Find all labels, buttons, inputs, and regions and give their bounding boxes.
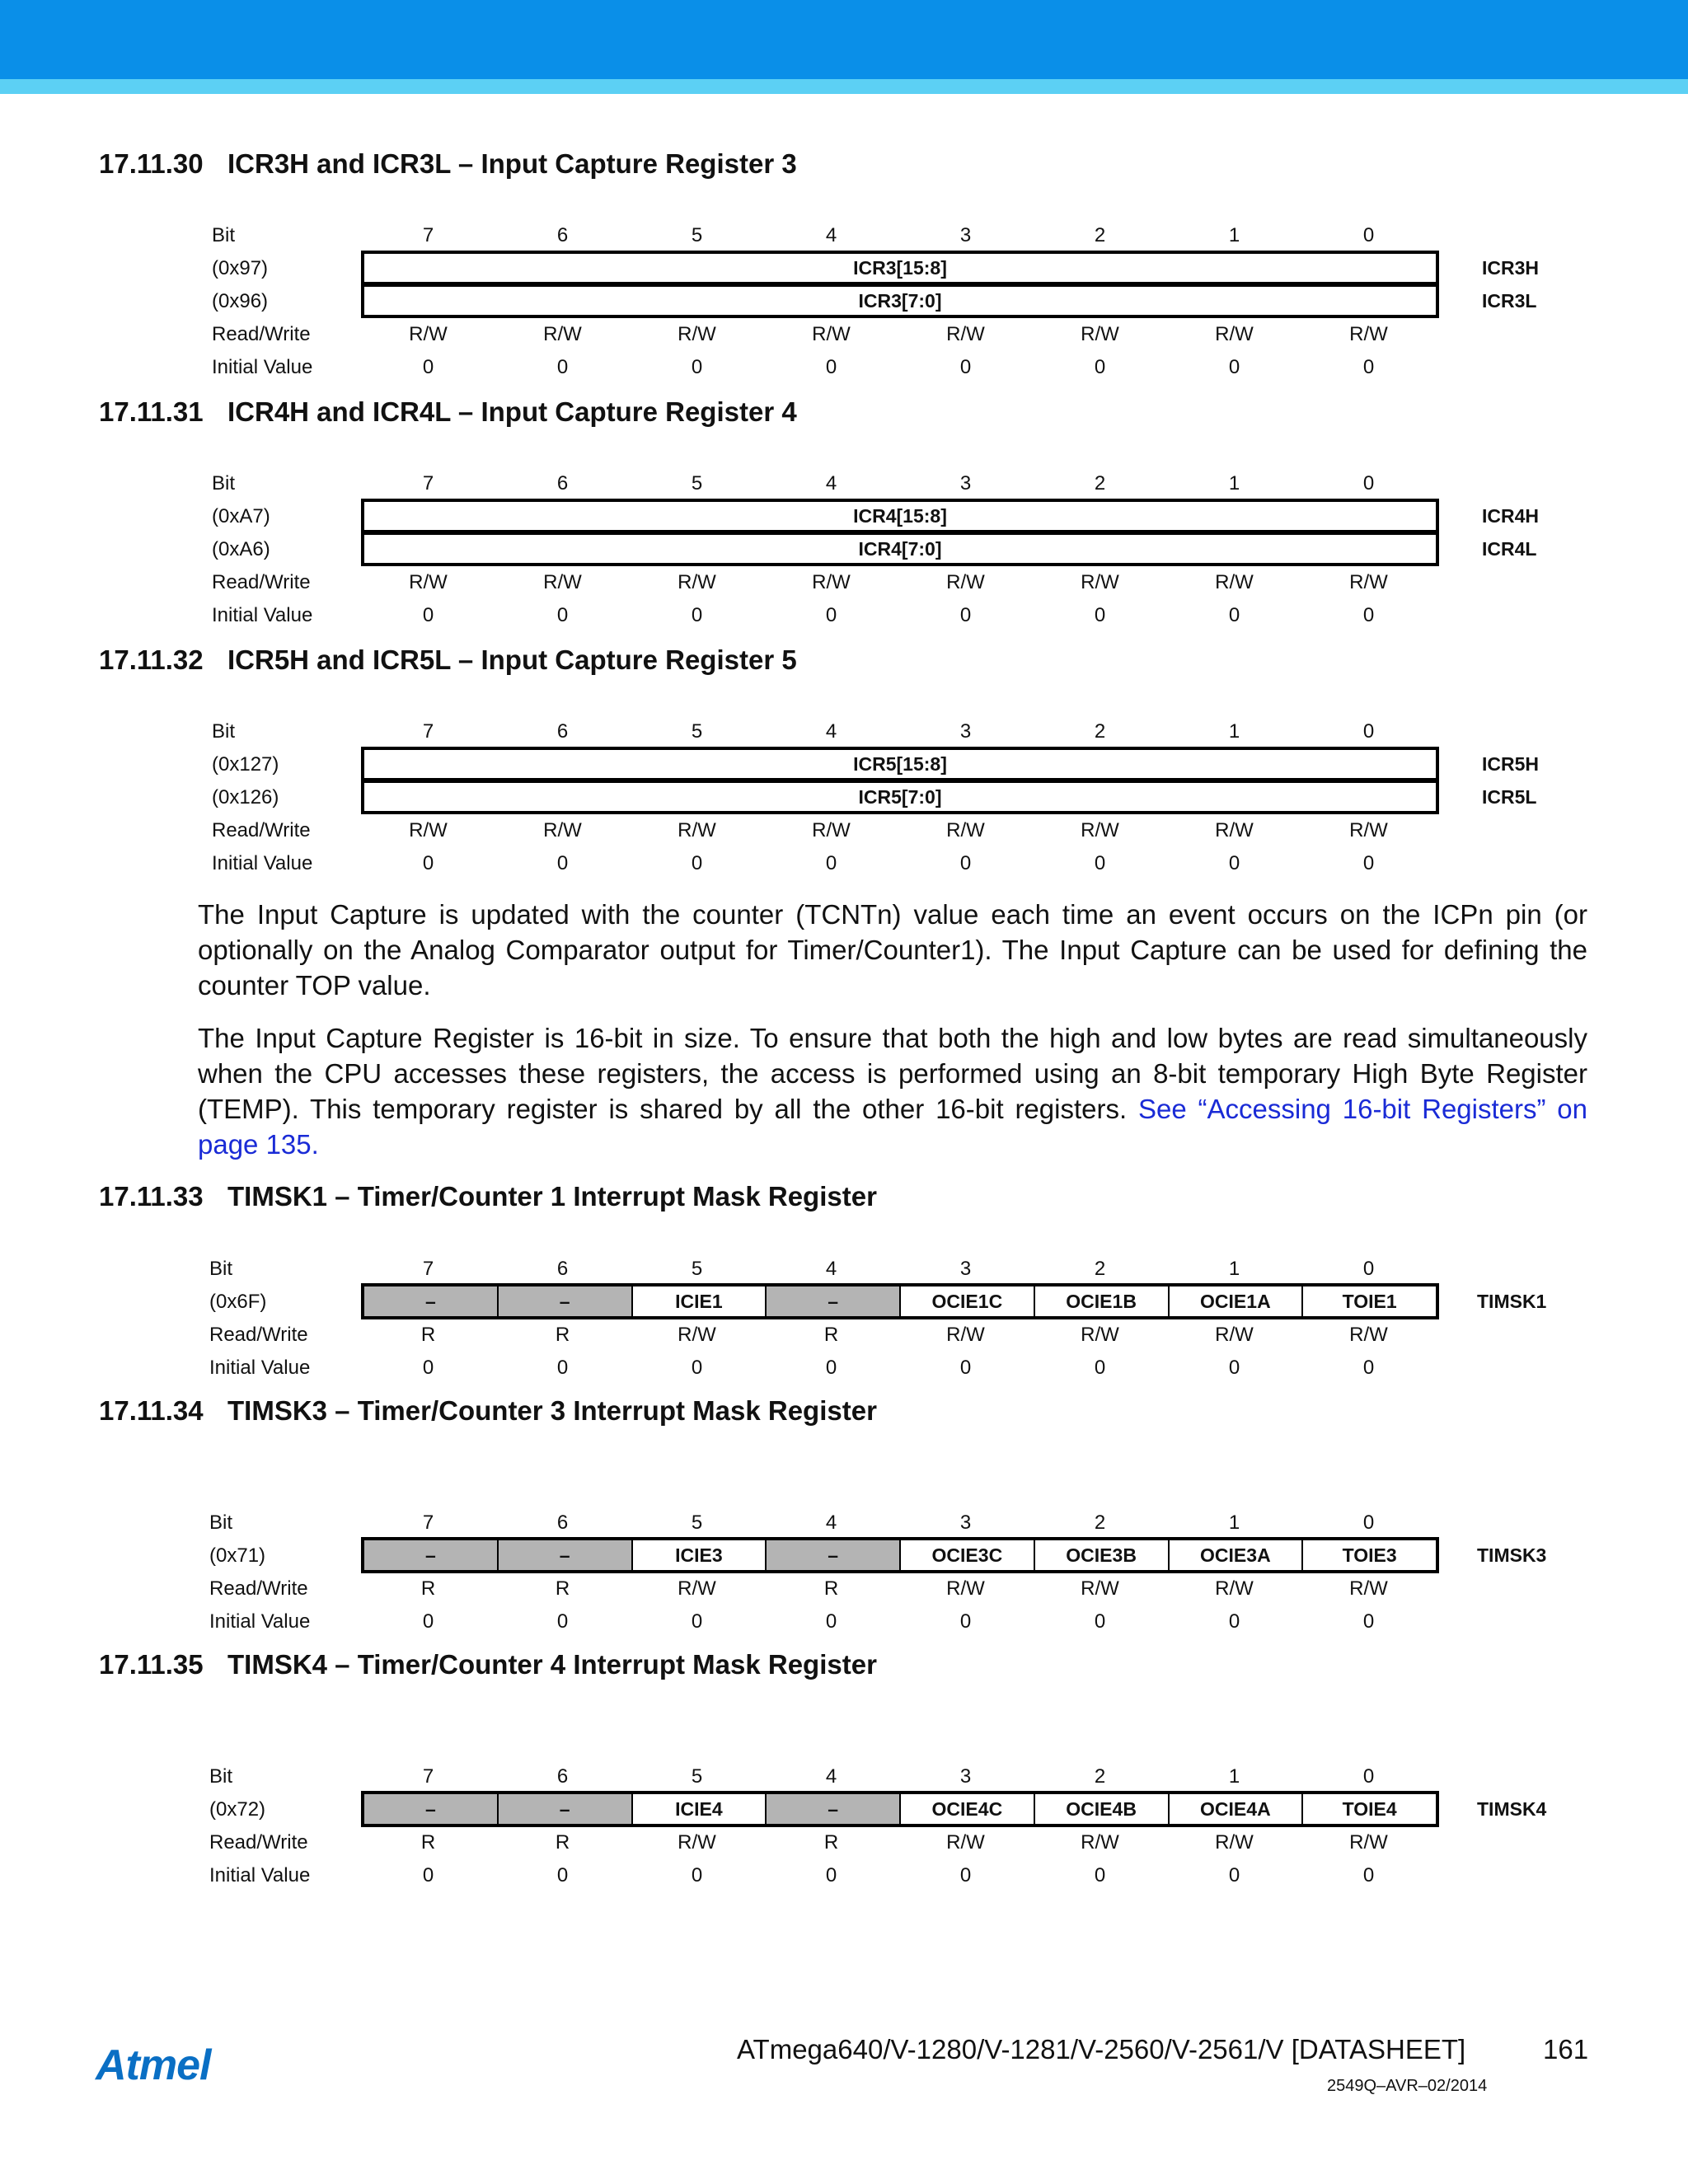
- address-low: (0x126): [212, 786, 279, 808]
- section-number: 17.11.35: [99, 1649, 204, 1680]
- rw-value: R/W: [946, 819, 985, 841]
- bit-field-row: [361, 1537, 1439, 1573]
- paragraph-input-capture-register: [198, 1020, 1587, 1162]
- rw-label: Read/Write: [212, 819, 311, 841]
- bit-field: OCIE1A: [1170, 1286, 1304, 1316]
- bit-number: 2: [1094, 720, 1106, 743]
- rw-row: [361, 1831, 1436, 1856]
- rw-value: R: [555, 1831, 570, 1854]
- bit-field-reserved: –: [364, 1540, 499, 1570]
- init-value: 0: [422, 1864, 434, 1886]
- address: (0x6F): [209, 1291, 267, 1313]
- rw-value: R/W: [1215, 1831, 1254, 1854]
- bit-number: 3: [959, 720, 972, 743]
- paragraph-input-capture: The Input Capture is updated with the counter (TCNTn) value each time an event occurs on the ICPn pin (or optionally on the Analog Comparator output for Timer/Counter1). The Input Capture can be used for defining the counter TOP value.: [198, 899, 1587, 1001]
- rw-value: R: [823, 1831, 839, 1854]
- rw-value: R/W: [1081, 323, 1119, 345]
- rw-value: R/W: [543, 571, 582, 593]
- section-heading-icr4: [99, 396, 797, 428]
- bit-field-reserved: –: [767, 1794, 901, 1824]
- address: (0x71): [209, 1544, 266, 1567]
- init-row: [361, 1610, 1436, 1635]
- init-label: Initial Value: [212, 852, 313, 874]
- bit-field: OCIE3B: [1035, 1540, 1170, 1570]
- bit-number: 1: [1228, 1258, 1240, 1280]
- bit-numbers: [361, 720, 1436, 745]
- rw-value: R/W: [1081, 1577, 1119, 1600]
- bit-number: 7: [422, 1511, 434, 1534]
- bit-numbers: [361, 224, 1436, 249]
- section-title: TIMSK3 – Timer/Counter 3 Interrupt Mask Register: [227, 1395, 877, 1426]
- register-name: TIMSK3: [1477, 1544, 1547, 1566]
- paragraph-text: The Input Capture Register is 16-bit in size. To ensure that both the high and low bytes are read simultaneously when the CPU accesses these registers, the access is performed using an 8-bit temporary High Byte Register (TEMP). This temporary register is shared by all the other 16-bit registers.: [198, 1023, 1587, 1124]
- init-value: 0: [1362, 852, 1375, 874]
- init-label: Initial Value: [209, 1864, 311, 1886]
- bit-number: 4: [825, 224, 837, 246]
- init-label: Initial Value: [212, 604, 313, 626]
- section-heading-icr3: [99, 148, 797, 180]
- init-value: 0: [1094, 604, 1106, 626]
- bit-number: 0: [1362, 1511, 1375, 1534]
- init-value: 0: [1228, 852, 1240, 874]
- init-value: 0: [691, 356, 703, 378]
- bit-number: 3: [959, 1765, 972, 1788]
- footer-document-title: ATmega640/V-1280/V-1281/V-2560/V-2561/V [DATASHEET]: [737, 2034, 1466, 2064]
- rw-label: Read/Write: [212, 323, 311, 345]
- rw-value: R/W: [409, 323, 448, 345]
- bit-field: OCIE4C: [901, 1794, 1035, 1824]
- atmel-logo: Atmel: [96, 2041, 211, 2089]
- rw-value: R/W: [1349, 819, 1388, 841]
- init-value: 0: [556, 1610, 569, 1633]
- rw-row: [361, 1324, 1436, 1348]
- init-value: 0: [1228, 604, 1240, 626]
- rw-value: R: [823, 1324, 839, 1346]
- init-value: 0: [1362, 1357, 1375, 1379]
- section-heading-timsk3: [99, 1395, 877, 1427]
- bit-field: TOIE3: [1303, 1540, 1436, 1570]
- register-field-high: ICR3[15:8]: [361, 251, 1439, 285]
- rw-value: R: [823, 1577, 839, 1600]
- rw-value: R/W: [678, 819, 716, 841]
- bit-label: Bit: [209, 1765, 233, 1788]
- init-value: 0: [422, 1357, 434, 1379]
- bit-number: 0: [1362, 472, 1375, 494]
- init-value: 0: [556, 1864, 569, 1886]
- init-value: 0: [691, 852, 703, 874]
- bit-label: Bit: [209, 1258, 233, 1280]
- bit-number: 6: [556, 1511, 569, 1534]
- bit-field-reserved: –: [499, 1540, 633, 1570]
- bit-number: 4: [825, 1258, 837, 1280]
- register-name-high: ICR5H: [1482, 753, 1540, 775]
- rw-row: [361, 819, 1436, 844]
- rw-value: R/W: [678, 1324, 716, 1346]
- bit-number: 3: [959, 224, 972, 246]
- bit-field: OCIE1B: [1035, 1286, 1170, 1316]
- init-label: Initial Value: [209, 1610, 311, 1633]
- init-value: 0: [1228, 1357, 1240, 1379]
- address-high: (0xA7): [212, 505, 270, 527]
- init-value: 0: [825, 356, 837, 378]
- init-value: 0: [1094, 852, 1106, 874]
- register-field-high: ICR5[15:8]: [361, 747, 1439, 781]
- init-value: 0: [825, 1864, 837, 1886]
- rw-value: R: [420, 1324, 436, 1346]
- bit-number: 5: [691, 472, 703, 494]
- bit-number: 7: [422, 472, 434, 494]
- init-value: 0: [556, 1357, 569, 1379]
- bit-field: OCIE3C: [901, 1540, 1035, 1570]
- register-name-low: ICR4L: [1482, 538, 1537, 560]
- init-row: [361, 1864, 1436, 1889]
- init-value: 0: [1094, 1610, 1106, 1633]
- bit-numbers: [361, 1511, 1436, 1536]
- bit-number: 5: [691, 1765, 703, 1788]
- bit-field: OCIE4B: [1035, 1794, 1170, 1824]
- section-title: ICR3H and ICR3L – Input Capture Register 3: [227, 148, 797, 179]
- bit-number: 4: [825, 472, 837, 494]
- register-name: TIMSK4: [1477, 1798, 1547, 1820]
- rw-value: R/W: [409, 571, 448, 593]
- address: (0x72): [209, 1798, 266, 1821]
- bit-field-reserved: –: [364, 1286, 499, 1316]
- bit-number: 1: [1228, 720, 1240, 743]
- init-value: 0: [556, 356, 569, 378]
- rw-value: R/W: [678, 571, 716, 593]
- bit-field: OCIE1C: [901, 1286, 1035, 1316]
- init-value: 0: [825, 604, 837, 626]
- bit-number: 5: [691, 720, 703, 743]
- bit-number: 1: [1228, 1765, 1240, 1788]
- init-value: 0: [1094, 1357, 1106, 1379]
- section-title: TIMSK4 – Timer/Counter 4 Interrupt Mask Register: [227, 1649, 877, 1680]
- bit-number: 3: [959, 1258, 972, 1280]
- register-name-high: ICR3H: [1482, 257, 1540, 279]
- rw-value: R/W: [1215, 1577, 1254, 1600]
- init-value: 0: [825, 1610, 837, 1633]
- bit-numbers: [361, 1765, 1436, 1790]
- init-value: 0: [422, 604, 434, 626]
- register-name-high: ICR4H: [1482, 505, 1540, 527]
- rw-value: R/W: [1215, 571, 1254, 593]
- bit-field-reserved: –: [499, 1286, 633, 1316]
- bit-number: 5: [691, 1258, 703, 1280]
- rw-value: R/W: [1349, 1831, 1388, 1854]
- init-value: 0: [422, 356, 434, 378]
- register-field-low: ICR3[7:0]: [361, 284, 1439, 318]
- bit-number: 6: [556, 720, 569, 743]
- bit-number: 1: [1228, 224, 1240, 246]
- rw-value: R: [420, 1577, 436, 1600]
- init-row: [361, 1357, 1436, 1381]
- rw-value: R/W: [678, 1831, 716, 1854]
- section-title: TIMSK1 – Timer/Counter 1 Interrupt Mask Register: [227, 1181, 877, 1212]
- bit-field: ICIE4: [633, 1794, 767, 1824]
- init-label: Initial Value: [212, 356, 313, 378]
- register-name-low: ICR5L: [1482, 786, 1537, 808]
- rw-value: R/W: [946, 1577, 985, 1600]
- address-low: (0xA6): [212, 538, 270, 560]
- bit-field: ICIE3: [633, 1540, 767, 1570]
- bit-label: Bit: [212, 720, 236, 743]
- bit-number: 5: [691, 1511, 703, 1534]
- rw-value: R/W: [1349, 323, 1388, 345]
- section-heading-timsk1: [99, 1181, 877, 1212]
- section-number: 17.11.30: [99, 148, 204, 179]
- init-value: 0: [959, 1610, 972, 1633]
- bit-label: Bit: [212, 224, 236, 246]
- init-value: 0: [422, 1610, 434, 1633]
- header-stripe: [0, 79, 1688, 94]
- bit-number: 6: [556, 1765, 569, 1788]
- bit-number: 4: [825, 1765, 837, 1788]
- rw-value: R/W: [1081, 1831, 1119, 1854]
- section-title: ICR4H and ICR4L – Input Capture Register 4: [227, 396, 797, 427]
- bit-number: 7: [422, 224, 434, 246]
- bit-field: ICIE1: [633, 1286, 767, 1316]
- bit-numbers: [361, 472, 1436, 497]
- bit-number: 4: [825, 1511, 837, 1534]
- rw-value: R/W: [1081, 819, 1119, 841]
- rw-value: R: [555, 1324, 570, 1346]
- rw-value: R/W: [409, 819, 448, 841]
- register-field-low: ICR5[7:0]: [361, 780, 1439, 814]
- bit-field: TOIE1: [1303, 1286, 1436, 1316]
- rw-value: R/W: [678, 1577, 716, 1600]
- init-value: 0: [1362, 1610, 1375, 1633]
- rw-value: R/W: [1349, 571, 1388, 593]
- bit-field-reserved: –: [767, 1540, 901, 1570]
- rw-value: R/W: [946, 323, 985, 345]
- rw-label: Read/Write: [209, 1831, 308, 1854]
- rw-value: R/W: [678, 323, 716, 345]
- bit-number: 6: [556, 1258, 569, 1280]
- section-number: 17.11.32: [99, 644, 204, 675]
- rw-label: Read/Write: [209, 1324, 308, 1346]
- bit-field: OCIE4A: [1170, 1794, 1304, 1824]
- section-title: ICR5H and ICR5L – Input Capture Register 5: [227, 644, 797, 675]
- init-value: 0: [556, 852, 569, 874]
- init-value: 0: [691, 1610, 703, 1633]
- bit-field-row: [361, 1283, 1439, 1319]
- init-value: 0: [825, 852, 837, 874]
- rw-value: R/W: [1349, 1324, 1388, 1346]
- bit-field: TOIE4: [1303, 1794, 1436, 1824]
- init-row: [361, 852, 1436, 877]
- init-value: 0: [959, 604, 972, 626]
- init-label: Initial Value: [209, 1357, 311, 1379]
- bit-number: 1: [1228, 1511, 1240, 1534]
- init-value: 0: [825, 1357, 837, 1379]
- rw-value: R/W: [1349, 1577, 1388, 1600]
- rw-value: R/W: [1215, 323, 1254, 345]
- section-heading-timsk4: [99, 1649, 877, 1680]
- bit-number: 0: [1362, 1765, 1375, 1788]
- document-code: 2549Q–AVR–02/2014: [1327, 2077, 1488, 2095]
- bit-number: 1: [1228, 472, 1240, 494]
- section-number: 17.11.33: [99, 1181, 204, 1212]
- bit-number: 7: [422, 720, 434, 743]
- rw-value: R/W: [812, 571, 851, 593]
- bit-number: 0: [1362, 720, 1375, 743]
- bit-number: 6: [556, 224, 569, 246]
- bit-number: 4: [825, 720, 837, 743]
- bit-number: 2: [1094, 1258, 1106, 1280]
- address-high: (0x127): [212, 753, 279, 776]
- bit-number: 0: [1362, 224, 1375, 246]
- bit-label: Bit: [212, 472, 236, 494]
- rw-row: [361, 571, 1436, 596]
- init-value: 0: [691, 1864, 703, 1886]
- init-value: 0: [422, 852, 434, 874]
- init-value: 0: [1362, 356, 1375, 378]
- rw-value: R/W: [1215, 1324, 1254, 1346]
- bit-number: 3: [959, 1511, 972, 1534]
- init-value: 0: [959, 1864, 972, 1886]
- rw-value: R/W: [1081, 571, 1119, 593]
- rw-label: Read/Write: [212, 571, 311, 593]
- init-value: 0: [959, 356, 972, 378]
- rw-row: [361, 323, 1436, 348]
- rw-row: [361, 1577, 1436, 1602]
- bit-field-reserved: –: [499, 1794, 633, 1824]
- section-number: 17.11.34: [99, 1395, 204, 1426]
- bit-number: 7: [422, 1258, 434, 1280]
- init-value: 0: [959, 852, 972, 874]
- address-high: (0x97): [212, 257, 269, 279]
- rw-value: R: [555, 1577, 570, 1600]
- bit-number: 0: [1362, 1258, 1375, 1280]
- init-value: 0: [556, 604, 569, 626]
- rw-value: R: [420, 1831, 436, 1854]
- init-value: 0: [1094, 356, 1106, 378]
- rw-value: R/W: [946, 571, 985, 593]
- rw-value: R/W: [946, 1324, 985, 1346]
- section-number: 17.11.31: [99, 396, 204, 427]
- address-low: (0x96): [212, 290, 269, 312]
- rw-value: R/W: [543, 819, 582, 841]
- bit-number: 2: [1094, 1511, 1106, 1534]
- rw-value: R/W: [812, 819, 851, 841]
- bit-number: 2: [1094, 472, 1106, 494]
- bit-numbers: [361, 1258, 1436, 1282]
- init-value: 0: [691, 604, 703, 626]
- register-field-high: ICR4[15:8]: [361, 499, 1439, 533]
- rw-value: R/W: [946, 1831, 985, 1854]
- init-row: [361, 604, 1436, 629]
- init-value: 0: [959, 1357, 972, 1379]
- init-value: 0: [1362, 1864, 1375, 1886]
- bit-field-reserved: –: [767, 1286, 901, 1316]
- init-value: 0: [1228, 1610, 1240, 1633]
- init-row: [361, 356, 1436, 381]
- init-value: 0: [691, 1357, 703, 1379]
- register-field-low: ICR4[7:0]: [361, 532, 1439, 566]
- init-value: 0: [1228, 356, 1240, 378]
- bit-field-reserved: –: [364, 1794, 499, 1824]
- bit-number: 6: [556, 472, 569, 494]
- bit-number: 2: [1094, 1765, 1106, 1788]
- rw-value: R/W: [812, 323, 851, 345]
- bit-number: 3: [959, 472, 972, 494]
- header-bar: [0, 0, 1688, 79]
- init-value: 0: [1362, 604, 1375, 626]
- register-name-low: ICR3L: [1482, 290, 1537, 312]
- rw-label: Read/Write: [209, 1577, 308, 1600]
- bit-number: 7: [422, 1765, 434, 1788]
- register-name: TIMSK1: [1477, 1291, 1547, 1312]
- init-value: 0: [1094, 1864, 1106, 1886]
- bit-label: Bit: [209, 1511, 233, 1534]
- cross-reference-link[interactable]: See “Accessing 16-bit Registers” on page 135.: [198, 1094, 1588, 1160]
- bit-field-row: [361, 1791, 1439, 1827]
- bit-field: OCIE3A: [1170, 1540, 1304, 1570]
- section-heading-icr5: [99, 644, 797, 676]
- page-number: 161: [1543, 2034, 1589, 2064]
- bit-number: 5: [691, 224, 703, 246]
- rw-value: R/W: [543, 323, 582, 345]
- init-value: 0: [1228, 1864, 1240, 1886]
- rw-value: R/W: [1081, 1324, 1119, 1346]
- rw-value: R/W: [1215, 819, 1254, 841]
- bit-number: 2: [1094, 224, 1106, 246]
